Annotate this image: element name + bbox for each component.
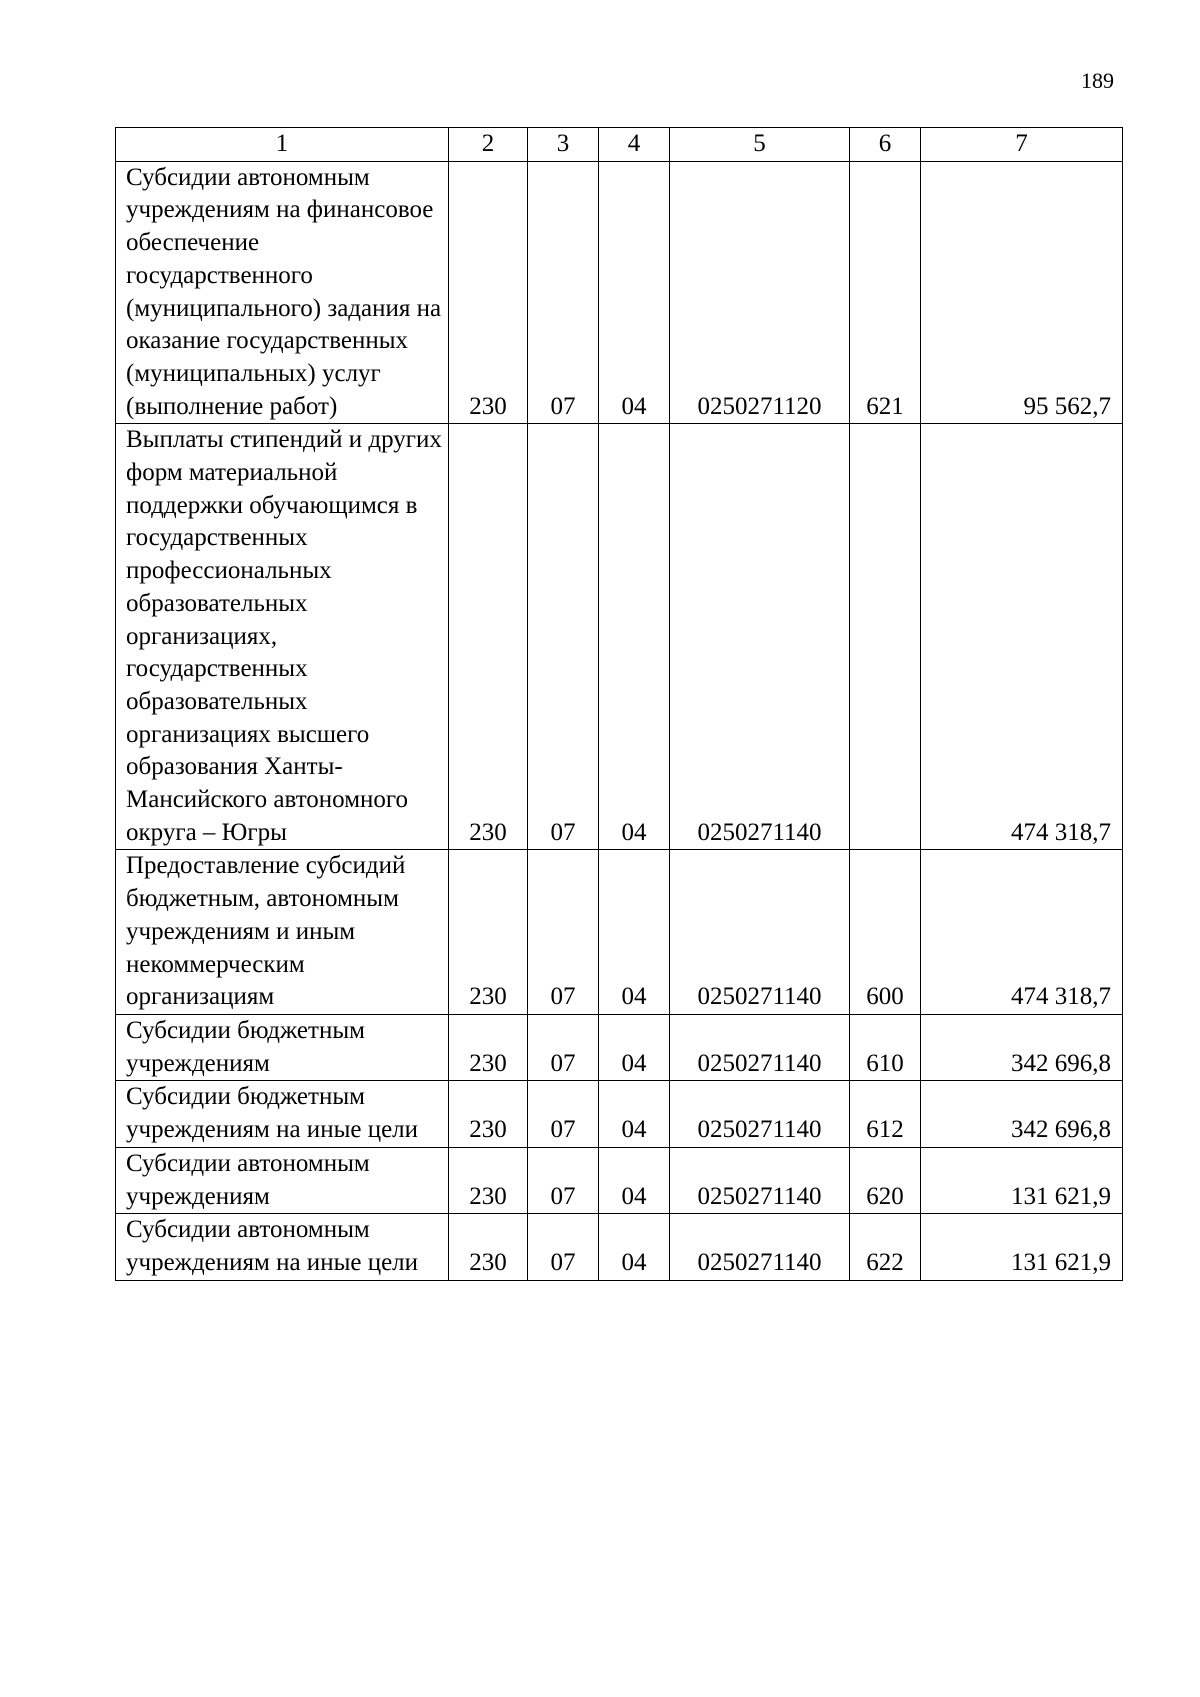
cell-col-4: 04 [599, 850, 670, 1015]
table-header [116, 128, 1123, 162]
cell-col-7: 131 621,9 [921, 1147, 1123, 1213]
table-row [116, 1014, 1123, 1080]
cell-name: Субсидии автономным учреждениям на иные цели [116, 1214, 449, 1280]
cell-col-6: 620 [850, 1147, 921, 1213]
header-row [116, 128, 1123, 162]
cell-col-5: 0250271120 [670, 161, 850, 424]
table-row [116, 161, 1123, 424]
cell-col-6: 621 [850, 161, 921, 424]
cell-col-7: 474 318,7 [921, 850, 1123, 1015]
table-row [116, 1081, 1123, 1147]
cell-col-7: 474 318,7 [921, 424, 1123, 850]
cell-col-7: 342 696,8 [921, 1081, 1123, 1147]
cell-col-6: 600 [850, 850, 921, 1015]
cell-col-2: 230 [449, 424, 528, 850]
table-row [116, 1147, 1123, 1213]
page-number: 189 [1081, 68, 1114, 93]
cell-name: Субсидии автономным учреждениям на финансовое обеспечение государственного (муниципального) задания на оказание государственных (муниципальных) услуг (выполнение работ) [116, 161, 449, 424]
cell-col-3: 07 [528, 1214, 599, 1280]
cell-col-3: 07 [528, 850, 599, 1015]
budget-table [115, 127, 1123, 1281]
cell-name: Субсидии автономным учреждениям [116, 1147, 449, 1213]
cell-col-2: 230 [449, 1081, 528, 1147]
header-col-7: 7 [921, 128, 1123, 162]
cell-col-4: 04 [599, 1014, 670, 1080]
cell-name: Предоставление субсидий бюджетным, автономным учреждениям и иным некоммерческим организациям [116, 850, 449, 1015]
header-col-2: 2 [449, 128, 528, 162]
table-row [116, 424, 1123, 850]
cell-col-7: 131 621,9 [921, 1214, 1123, 1280]
cell-col-5: 0250271140 [670, 1214, 850, 1280]
cell-col-4: 04 [599, 424, 670, 850]
header-col-1: 1 [116, 128, 449, 162]
cell-col-4: 04 [599, 1081, 670, 1147]
cell-col-2: 230 [449, 850, 528, 1015]
cell-col-3: 07 [528, 1014, 599, 1080]
cell-col-5: 0250271140 [670, 1081, 850, 1147]
table-row [116, 850, 1123, 1015]
cell-col-2: 230 [449, 1147, 528, 1213]
cell-name: Выплаты стипендий и других форм материальной поддержки обучающимся в государственных профессиональных образовательных организациях, государственных образовательных организациях высшего образования Ханты-Мансийского автономного округа – Югры [116, 424, 449, 850]
cell-col-4: 04 [599, 1214, 670, 1280]
cell-col-6: 612 [850, 1081, 921, 1147]
cell-col-5: 0250271140 [670, 424, 850, 850]
cell-col-3: 07 [528, 1081, 599, 1147]
cell-col-6: 610 [850, 1014, 921, 1080]
cell-col-2: 230 [449, 161, 528, 424]
table-row [116, 1214, 1123, 1280]
cell-col-4: 04 [599, 161, 670, 424]
cell-col-3: 07 [528, 1147, 599, 1213]
cell-col-3: 07 [528, 161, 599, 424]
cell-col-3: 07 [528, 424, 599, 850]
cell-name: Субсидии бюджетным учреждениям [116, 1014, 449, 1080]
header-col-4: 4 [599, 128, 670, 162]
cell-col-6: 622 [850, 1214, 921, 1280]
cell-col-2: 230 [449, 1014, 528, 1080]
header-col-6: 6 [850, 128, 921, 162]
cell-col-5: 0250271140 [670, 1147, 850, 1213]
cell-col-6 [850, 424, 921, 850]
table-body [116, 161, 1123, 1280]
cell-name: Субсидии бюджетным учреждениям на иные цели [116, 1081, 449, 1147]
cell-col-4: 04 [599, 1147, 670, 1213]
cell-col-7: 95 562,7 [921, 161, 1123, 424]
header-col-3: 3 [528, 128, 599, 162]
cell-col-5: 0250271140 [670, 850, 850, 1015]
header-col-5: 5 [670, 128, 850, 162]
cell-col-5: 0250271140 [670, 1014, 850, 1080]
cell-col-2: 230 [449, 1214, 528, 1280]
cell-col-7: 342 696,8 [921, 1014, 1123, 1080]
